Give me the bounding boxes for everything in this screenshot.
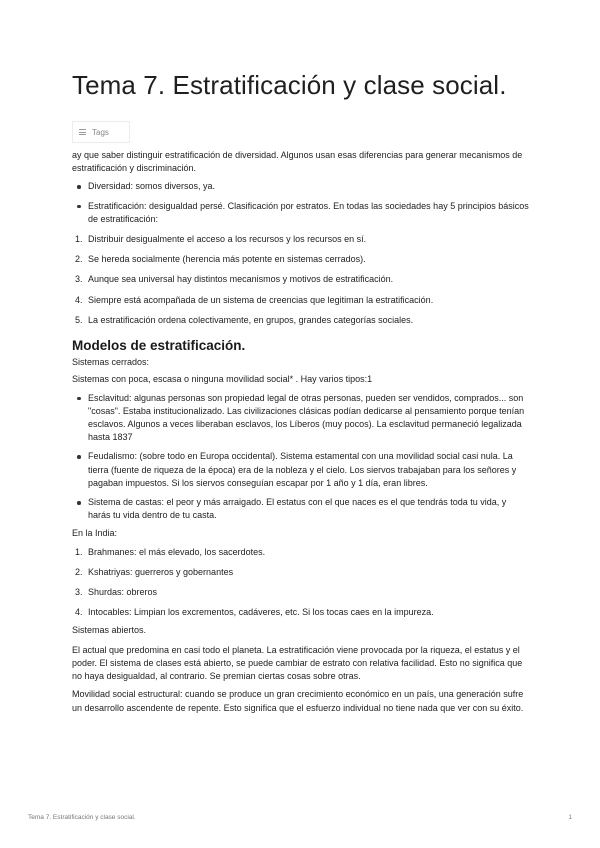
list-item: Feudalismo: (sobre todo en Europa occidental). Sistema estamental con una movilidad social casi nula. La tierra (fuente de riqueza de la época) era de la nobleza y el cielo. Los siervos trabajaban para los señores y pagaban impuestos. Si los siervos conseguían escapar por 1 año y 1 día, eran libres. [72, 450, 530, 490]
list-icon [79, 129, 86, 135]
page-number: 1 [568, 814, 572, 821]
tags-property[interactable] [72, 121, 130, 143]
list-item: Sistema de castas: el peor y más arraigado. El estatus con el que naces es el que tendrás toda tu vida, y harás tu vida dentro de tu casta. [72, 496, 530, 522]
document-body [72, 149, 530, 715]
list-item: 1. Brahmanes: el más elevado, los sacerdotes. [75, 546, 266, 557]
list-item: 4. Siempre está acompañada de un sistema de creencias que legitiman la estratificación. [75, 294, 434, 305]
page-title: Tema 7. Estratificación y clase social. [72, 70, 507, 100]
footer-title: Tema 7. Estratificación y clase social. [28, 814, 136, 821]
list-item: Esclavitud: algunas personas son propiedad legal de otras personas, pueden ser vendidos, comprados... son "cosas". Estaba institucionalizado. Las civilizaciones clásicas podían dedicarse al pensamiento porque tenían esclavos. Algunos a veces liberaban esclavos, los Líberos (muy pocos). La esclavitud permaneció legalizada hasta 1837 [72, 392, 530, 445]
list-item: Estratificación: desigualdad persé. Clasificación por estratos. En todas las sociedades hay 5 principios básicos de estratificación: [72, 200, 530, 226]
india-label: En la India: [72, 528, 118, 539]
principles-list [72, 233, 530, 327]
bullet-list-definitions [72, 180, 530, 226]
structural-mobility-paragraph: Movilidad social estructural: cuando se produce un gran crecimiento económico en un país, una generación sufre un desarrollo ascendente de repente. Esto significa que el esfuerzo individual no tiene nada que ver con su éxito. [72, 689, 524, 713]
closed-systems-intro: Sistemas con poca, escasa o ninguna movilidad social* . Hay varios tipos:1 [72, 374, 373, 385]
tags-label: Tags [92, 127, 109, 137]
list-item: 3. Shurdas: obreros [75, 587, 158, 598]
open-systems-heading: Sistemas abiertos. [72, 625, 147, 636]
list-item: 4. Intocables: Limpian los excrementos, cadáveres, etc. Si los tocas caes en la impureza. [75, 607, 434, 618]
closed-systems-list [72, 392, 530, 523]
section-heading: Modelos de estratificación. [72, 338, 246, 354]
list-item: Diversidad: somos diversos, ya. [72, 180, 530, 193]
page-footer [28, 814, 572, 821]
list-item: 1. Distribuir desigualmente el acceso a los recursos y los recursos en sí. [75, 234, 367, 245]
list-item: 2. Se hereda socialmente (herencia más potente en sistemas cerrados). [75, 254, 366, 265]
closed-systems-heading: Sistemas cerrados: [72, 357, 150, 368]
open-systems-paragraph: El actual que predomina en casi todo el planeta. La estratificación viene provocada por la riqueza, el estatus y el poder. El sistema de clases está abierto, se puede cambiar de estrato con relativa facilidad. Esto no significa que no haya desigualdad, al contrario. Se premian ciertas cosas sobre otras. [72, 644, 523, 682]
intro-paragraph: ay que saber distinguir estratificación de diversidad. Algunos usan esas diferencias para generar mecanismos de estratificación y discriminación. [72, 150, 523, 174]
list-item: 2. Kshatriyas: guerreros y gobernantes [75, 566, 234, 577]
castes-list [72, 546, 530, 620]
list-item: 3. Aunque sea universal hay distintos mecanismos y motivos de estratificación. [75, 274, 394, 285]
list-item: 5. La estratificación ordena colectivamente, en grupos, grandes categorías sociales. [75, 314, 414, 325]
